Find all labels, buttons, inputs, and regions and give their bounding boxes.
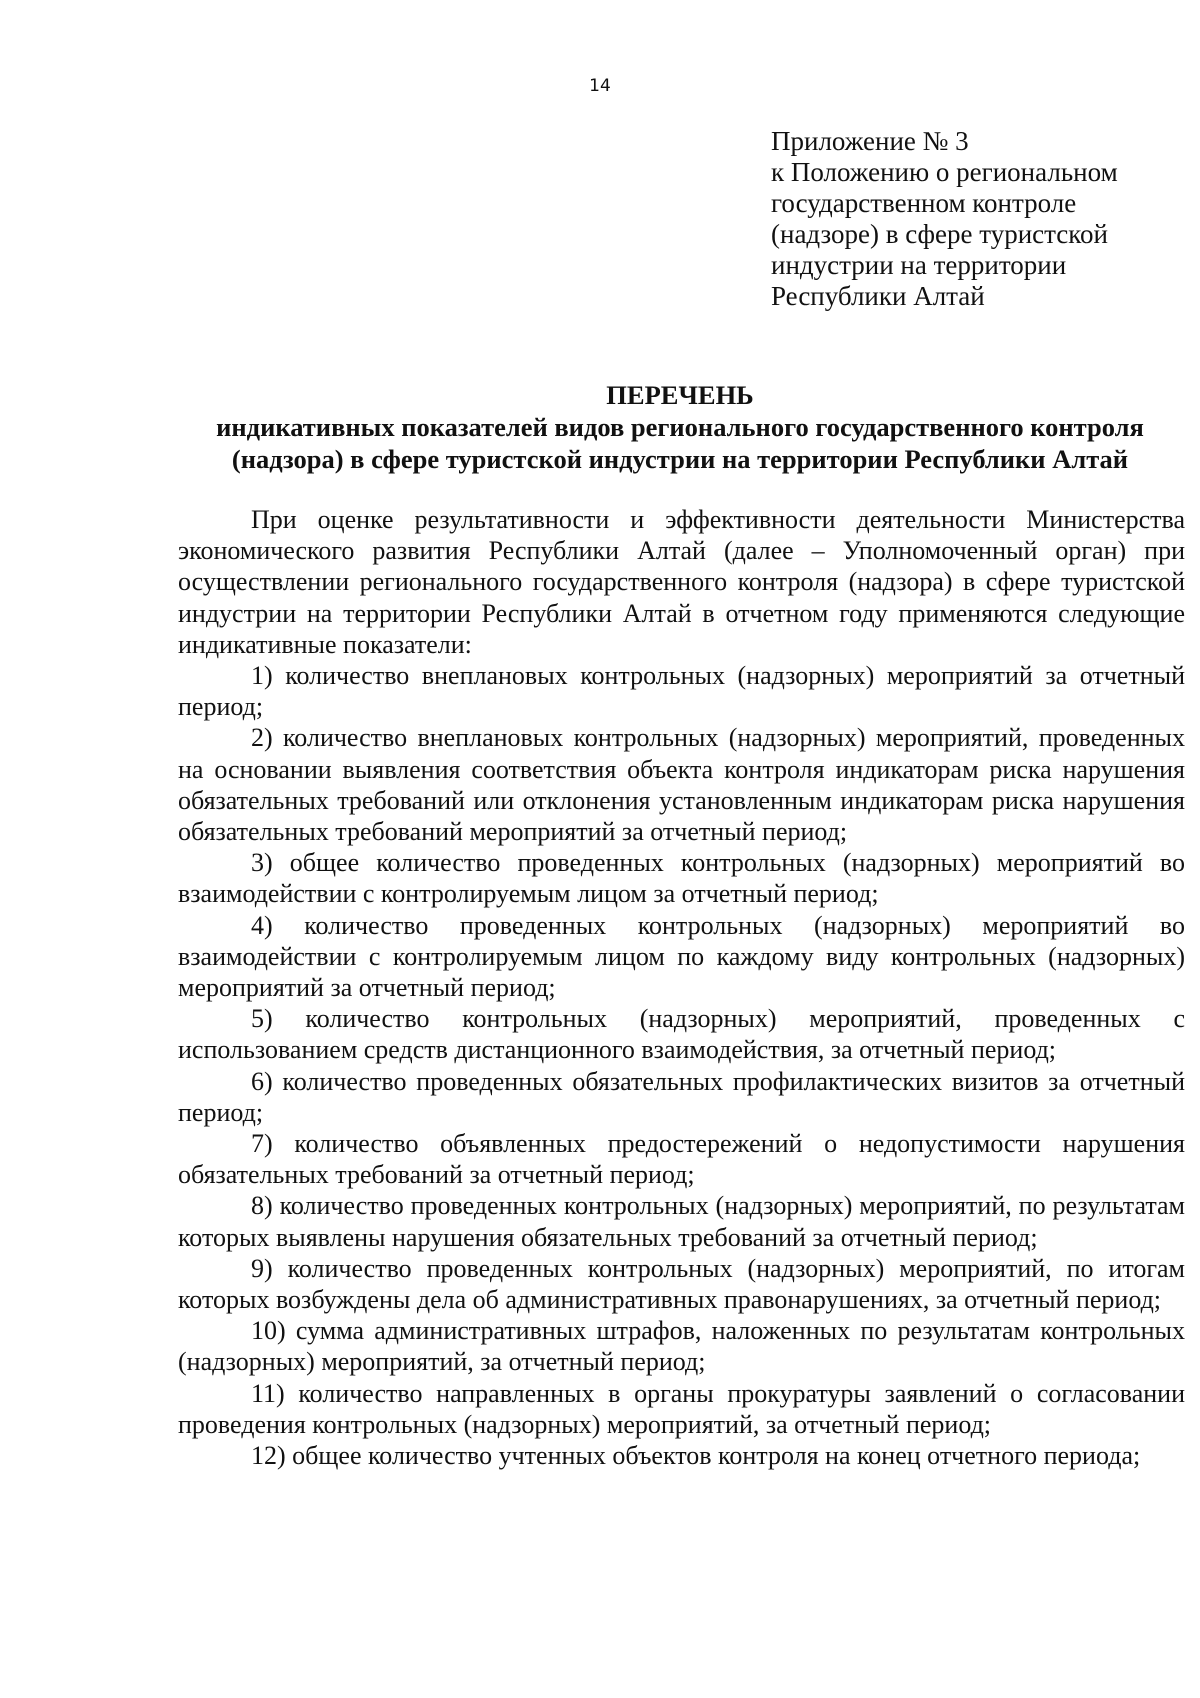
list-item: 6) количество проведенных обязательных профилактических визитов за отчетный период; [178, 1066, 1185, 1127]
appendix-line: Приложение № 3 [771, 126, 969, 156]
list-item: 2) количество внеплановых контрольных (надзорных) мероприятий, проведенных на основании выявления соответствия объекта контроля индикаторам риска нарушения обязательных требований или отклонения установленным индикаторам риска нарушения обязательных требований мероприятий за отчетный период; [178, 723, 1185, 847]
title-line: (надзора) в сфере туристской индустрии на территории Республики Алтай [231, 444, 1129, 474]
appendix-line: Республики Алтай [771, 281, 985, 311]
list-item: 3) общее количество проведенных контрольных (надзорных) мероприятий во взаимодействии с контролируемым лицом за отчетный период; [178, 848, 1185, 909]
list-item: 7) количество объявленных предостережений о недопустимости нарушения обязательных требований за отчетный период; [178, 1129, 1185, 1190]
appendix-line: к Положению о региональном [771, 157, 1118, 187]
document-title [175, 379, 1185, 475]
list-item: 5) количество контрольных (надзорных) мероприятий, проведенных с использованием средств дистанционного взаимодействия, за отчетный период; [178, 1004, 1185, 1065]
list-item: 9) количество проведенных контрольных (надзорных) мероприятий, по итогам которых возбуждены дела об административных правонарушениях, за отчетный период; [178, 1253, 1185, 1315]
list-item: 11) количество направленных в органы прокуратуры заявлений о согласовании проведения контрольных (надзорных) мероприятий, за отчетный период; [178, 1378, 1185, 1439]
page-number: 14 [589, 76, 611, 96]
appendix-line: индустрии на территории [771, 250, 1067, 280]
list-item: 4) количество проведенных контрольных (надзорных) мероприятий во взаимодействии с контролируемым лицом по каждому виду контрольных (надзорных) мероприятий за отчетный период; [178, 910, 1185, 1003]
title-heading: ПЕРЕЧЕНЬ [606, 380, 754, 410]
appendix-line: государственном контроле [771, 188, 1077, 218]
document-body [178, 504, 1185, 1471]
list-item: 8) количество проведенных контрольных (надзорных) мероприятий, по результатам которых выявлены нарушения обязательных требований за отчетный период; [178, 1191, 1185, 1252]
title-line: индикативных показателей видов регионального государственного контроля [216, 412, 1144, 442]
appendix-reference [771, 126, 1171, 312]
appendix-line: (надзоре) в сфере туристской [771, 219, 1108, 249]
list-item: 12) общее количество учтенных объектов контроля на конец отчетного периода; [251, 1441, 1141, 1471]
list-item: 1) количество внеплановых контрольных (надзорных) мероприятий за отчетный период; [178, 661, 1185, 722]
intro-paragraph: При оценке результативности и эффективности деятельности Министерства экономического развития Республики Алтай (далее – Уполномоченный орган) при осуществлении регионального государственного контроля (надзора) в сфере туристской индустрии на территории Республики Алтай в отчетном году применяются следующие индикативные показатели: [178, 505, 1185, 659]
list-item: 10) сумма административных штрафов, наложенных по результатам контрольных (надзорных) мероприятий, за отчетный период; [178, 1316, 1185, 1377]
